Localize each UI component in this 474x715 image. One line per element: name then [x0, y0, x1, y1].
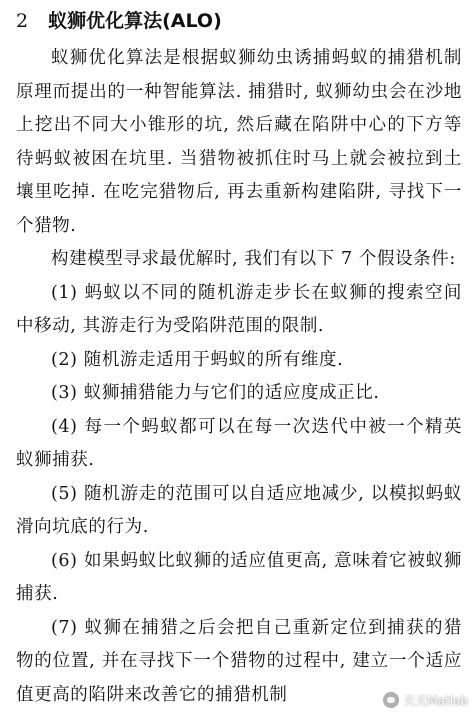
section-heading — [16, 8, 462, 34]
assumption-4: (4) 每一个蚂蚁都可以在每一次迭代中被一个精英蚁狮捕获. — [16, 416, 462, 470]
assumption-6: (6) 如果蚂蚁比蚁狮的适应值更高, 意味着它被蚁狮捕获. — [16, 550, 462, 604]
watermark — [382, 691, 468, 709]
assumption-3: (3) 蚁狮捕猎能力与它们的适应度成正比. — [51, 383, 380, 403]
assumption-1: (1) 蚂蚁以不同的随机游走步长在蚁狮的搜索空间中移动, 其游走行为受陷阱范围的限制. — [16, 282, 462, 336]
assumption-7: (7) 蚁狮在捕猎之后会把自己重新定位到捕获的猎物的位置, 并在寻找下一个猎物的过程中, 建立一个适应值更高的陷阱来改善它的捕猎机制 — [16, 617, 462, 705]
wechat-icon — [382, 691, 400, 709]
assumption-5: (5) 随机游走的范围可以自适应地减少, 以模拟蚂蚁滑向坑底的行为. — [16, 483, 462, 537]
watermark-text: 天天Matlab — [403, 693, 468, 708]
section-number: 2 — [16, 10, 29, 32]
section-title: 蚁狮优化算法(ALO) — [48, 10, 222, 32]
paragraph-intro: 蚁狮优化算法是根据蚁狮幼虫诱捕蚂蚁的捕猎机制原理而提出的一种智能算法. 捕猎时, 蚁狮幼虫会在沙地上挖出不同大小锥形的坑, 然后藏在陷阱中心的下方等待蚂蚁被困在坑里. 当猎物被抓住时马上就会被拉到土壤里吃掉. 在吃完猎物后, 再去重新构建陷阱, 寻找下一个猎物. — [16, 48, 462, 236]
assumption-2: (2) 随机游走适用于蚂蚁的所有维度. — [51, 349, 344, 370]
paragraph-assumptions-lead: 构建模型寻求最优解时, 我们有以下 7 个假设条件: — [51, 249, 456, 269]
